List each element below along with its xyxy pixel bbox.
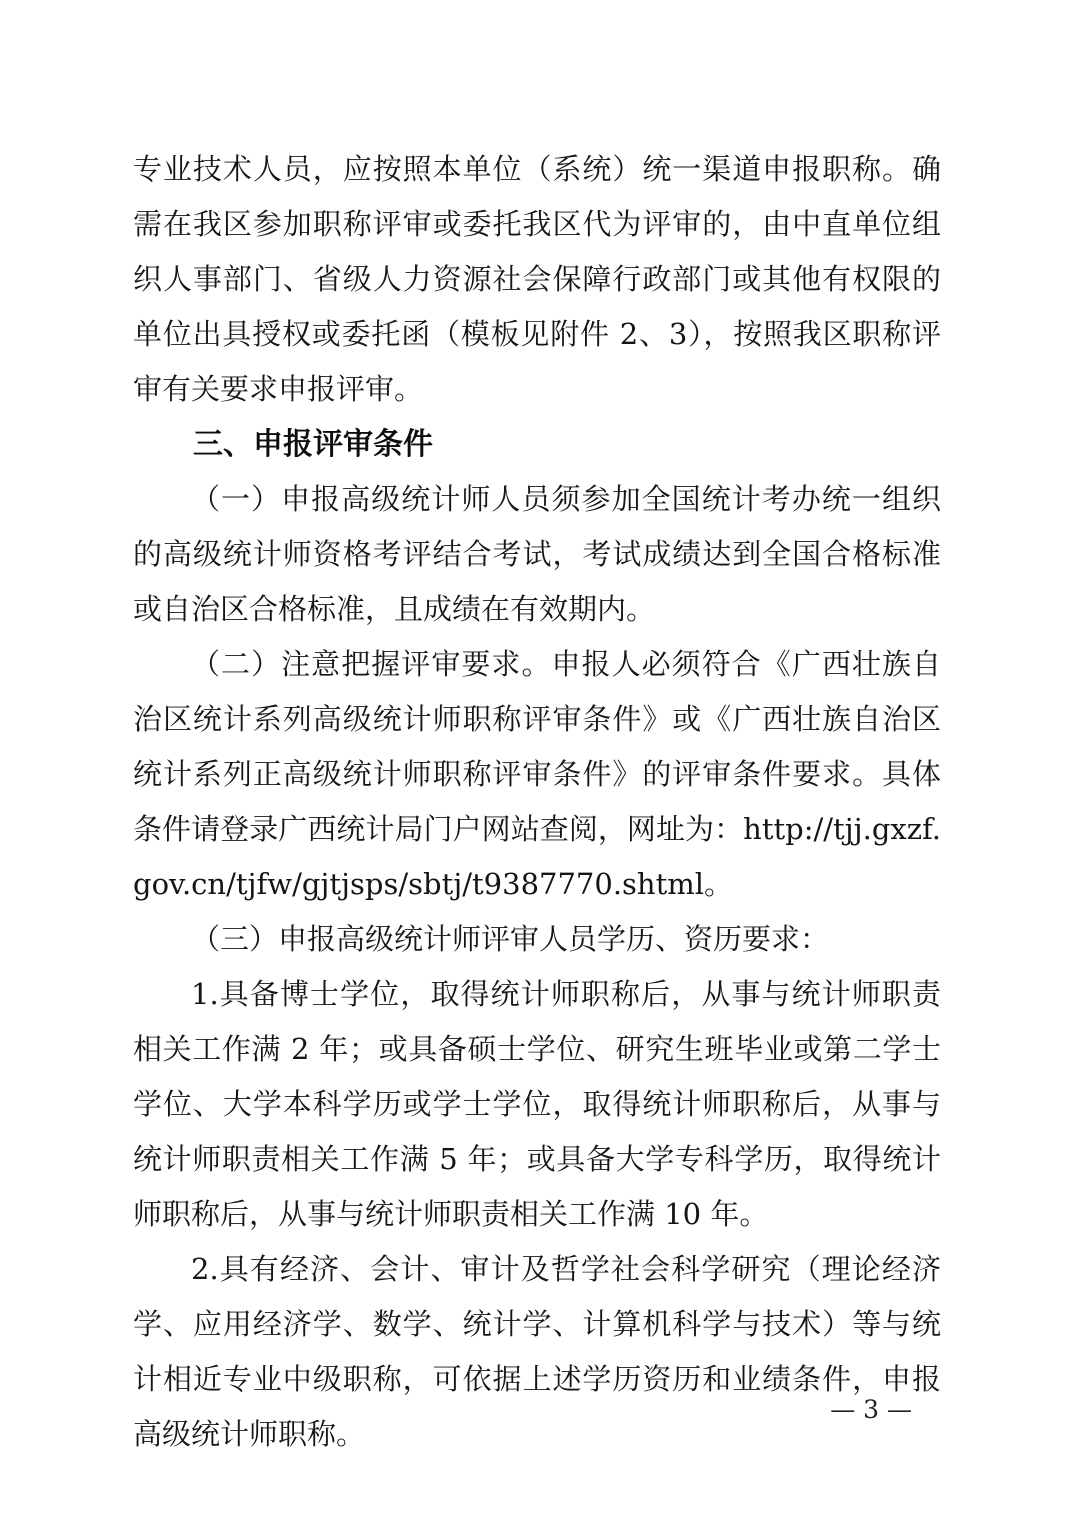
paragraph-subitem-2: 2.具有经济、会计、审计及哲学社会科学研究（理论经济学、应用经济学、数学、统计学、计算机科学与技术）等与统计相近专业中级职称，可依据上述学历资历和业绩条件，申报高级统计师职称。 <box>133 1252 941 1451</box>
paragraph-continuation: 专业技术人员，应按照本单位（系统）统一渠道申报职称。确需在我区参加职称评审或委托我区代为评审的，由中直单位组织人事部门、省级人力资源社会保障行政部门或其他有权限的单位出具授权或委托函（模板见附件 2、3），按照我区职称评审有关要求申报评审。 <box>133 152 941 406</box>
section-heading-application-conditions: 三、申报评审条件 <box>193 427 433 462</box>
paragraph-subitem-1: 1.具备博士学位，取得统计师职称后，从事与统计师职责相关工作满 2 年；或具备硕士学位、研究生班毕业或第二学士学位、大学本科学历或学士学位，取得统计师职称后，从事与统计师职责相关工作满 5 年；或具备大学专科学历，取得统计师职称后，从事与统计师职责相关工作满 10 年。 <box>133 977 941 1231</box>
page-footer <box>826 1392 916 1428</box>
paragraph-item-2: （二）注意把握评审要求。申报人必须符合《广西壮族自治区统计系列高级统计师职称评审条件》或《广西壮族自治区统计系列正高级统计师职称评审条件》的评审条件要求。具体条件请登录广西统计局门户网站查阅，网址为：http://tjj.gxzf.gov.cn/tjfw/gjtjsps/sbtj/t9387770.shtml。 <box>133 647 941 901</box>
page-number: — 3 — <box>830 1395 912 1424</box>
document-body <box>133 142 941 1462</box>
paragraph-item-3: （三）申报高级统计师评审人员学历、资历要求： <box>191 922 830 956</box>
paragraph-item-1: （一）申报高级统计师人员须参加全国统计考办统一组织的高级统计师资格考评结合考试，考试成绩达到全国合格标准或自治区合格标准，且成绩在有效期内。 <box>133 482 941 626</box>
